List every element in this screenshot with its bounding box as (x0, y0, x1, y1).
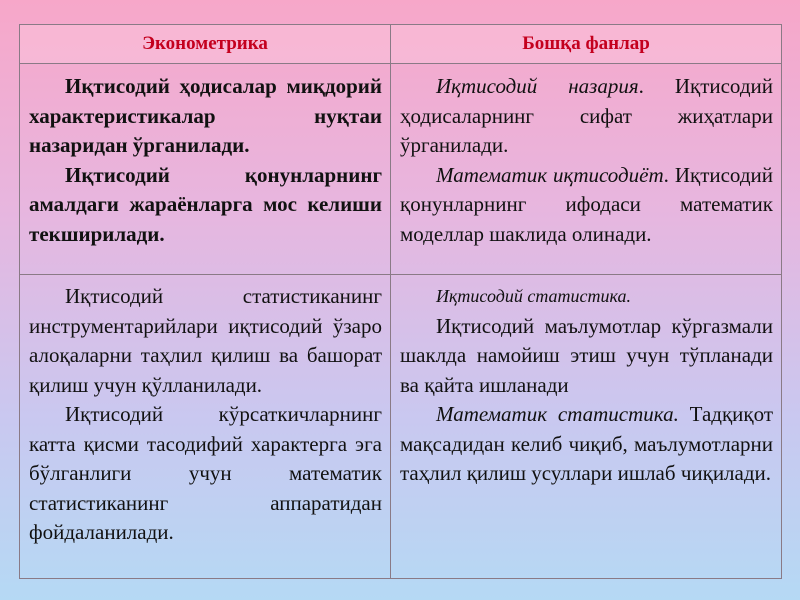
term-text: Тадқиқот мақсадидан келиб чиқиб, маълумотларни таҳлил қилиш усуллари ишлаб чиқилади. (400, 402, 774, 485)
paragraph (400, 282, 773, 312)
table-row (20, 275, 782, 579)
header-other-sciences: Бошқа фанлар (391, 25, 782, 64)
term-text: . Иқтисодий ҳодисаларнинг сифат жиҳатлари ўрганилади. (400, 74, 773, 157)
term-title: Иқтисодий статистика. (436, 286, 631, 306)
paragraph (400, 161, 773, 250)
paragraph: Иқтисодий қонунларнинг амалдаги жараёнларга мос келиши текширилади. (29, 162, 382, 246)
table-cell (20, 275, 391, 579)
table-cell (20, 64, 391, 275)
term-title: Математик иқтисодиёт (436, 162, 664, 187)
paragraph: Иқтисодий маълумотлар кўргазмали шаклда намойиш этиш учун тўпланади ва қайта ишланади (400, 313, 773, 397)
paragraph (400, 400, 773, 489)
header-row (20, 25, 782, 64)
paragraph (400, 72, 773, 161)
paragraph: Иқтисодий кўрсаткичларнинг катта қисми тасодифий характерга эга бўлганлиги учун математик статистиканинг аппаратидан фойдаланилади. (29, 402, 382, 544)
header-econometrics: Эконометрика (20, 25, 391, 64)
term-title: Иқтисодий назария (436, 74, 639, 98)
table-cell (391, 64, 782, 275)
table-cell (391, 275, 782, 579)
comparison-slide (19, 24, 781, 579)
term-text: . Иқтисодий қонунларнинг ифодаси математик моделлар шаклида олинади. (400, 162, 773, 246)
comparison-table (19, 24, 782, 579)
table-row (20, 64, 782, 275)
term-title: Математик статистика. (436, 402, 679, 426)
paragraph: Иқтисодий статистиканинг инструментарийлари иқтисодий ўзаро алоқаларни таҳлил қилиш ва башорат қилиш учун қўлланилади. (29, 284, 382, 397)
paragraph: Иқтисодий ҳодисалар миқдорий характеристикалар нуқтаи назаридан ўрганилади. (29, 74, 382, 157)
